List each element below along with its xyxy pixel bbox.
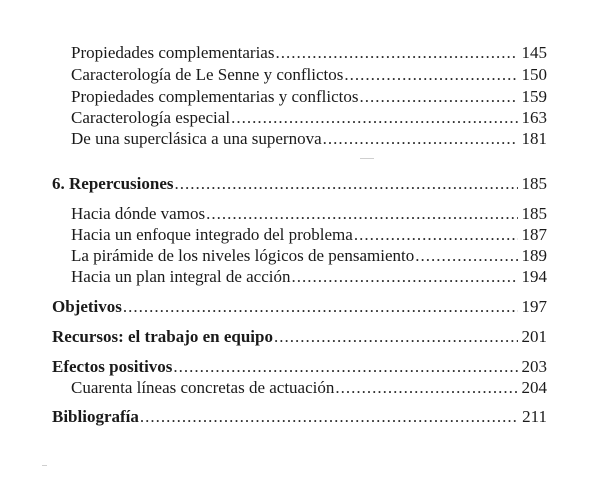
toc-section-page: 197 [521,297,547,316]
dot-leader [323,129,518,149]
toc-entry-title: Caracterología especial [71,108,231,127]
dot-leader [175,174,518,194]
dot-leader [291,267,517,287]
toc-entry-page: 163 [521,108,547,127]
toc-entry [71,204,547,224]
toc-section-heading [52,407,547,427]
toc-entry-page: 189 [521,246,547,265]
toc-section-heading [52,327,547,347]
toc-entry-title: Hacia dónde vamos [71,204,206,223]
toc-entry [71,246,547,266]
toc-entry-page: 194 [521,267,547,286]
toc-entry-page: 185 [521,204,547,223]
toc-section-page: 201 [521,327,547,346]
toc-entry-title: Hacia un plan integral de acción [71,267,291,286]
dot-leader [274,327,518,347]
toc-section-title: Recursos: el trabajo en equipo [52,327,273,346]
toc-entry [71,65,547,85]
toc-entry [71,225,547,245]
toc-section-page: 185 [521,174,547,193]
toc-entry-page: 145 [521,43,547,62]
dot-leader [415,246,517,266]
dot-leader [335,378,517,398]
dot-leader [275,43,517,63]
toc-entry-page: 150 [521,65,547,84]
toc-entry [71,43,547,63]
toc-section-heading [52,357,547,377]
dot-leader [173,357,517,377]
toc-entry [71,267,547,287]
toc-entry-page: 204 [521,378,547,397]
toc-section-title: Objetivos [52,297,122,316]
toc-entry-title: La pirámide de los niveles lógicos de pensamiento [71,246,415,265]
dot-leader [360,87,518,107]
dot-leader [354,225,518,245]
scan-speck [360,158,374,159]
toc-section-heading [52,174,547,194]
toc-entry-page: 159 [521,87,547,106]
dot-leader [123,297,518,317]
scan-speck [42,465,47,466]
dot-leader [206,204,517,224]
toc-entry-title: Caracterología de Le Senne y conflictos [71,65,344,84]
toc-section-page: 203 [521,357,547,376]
toc-entry-title: De una superclásica a una supernova [71,129,322,148]
toc-entry-title: Hacia un enfoque integrado del problema [71,225,353,244]
toc-entry-title: Propiedades complementarias [71,43,275,62]
toc-section-title: Efectos positivos [52,357,173,376]
dot-leader [231,108,517,128]
toc-section-heading [52,297,547,317]
toc-section-page: 211 [522,407,547,426]
toc-entry [71,378,547,398]
toc-entry-page: 181 [521,129,547,148]
toc-entry-page: 187 [521,225,547,244]
toc-entry [71,108,547,128]
toc-entry-title: Cuarenta líneas concretas de actuación [71,378,335,397]
toc-section-title: 6. Repercusiones [52,174,174,193]
toc-entry [71,87,547,107]
dot-leader [344,65,517,85]
toc-section-title: Bibliografía [52,407,139,426]
toc-entry-title: Propiedades complementarias y conflictos [71,87,359,106]
dot-leader [140,407,518,427]
toc-entry [71,129,547,149]
